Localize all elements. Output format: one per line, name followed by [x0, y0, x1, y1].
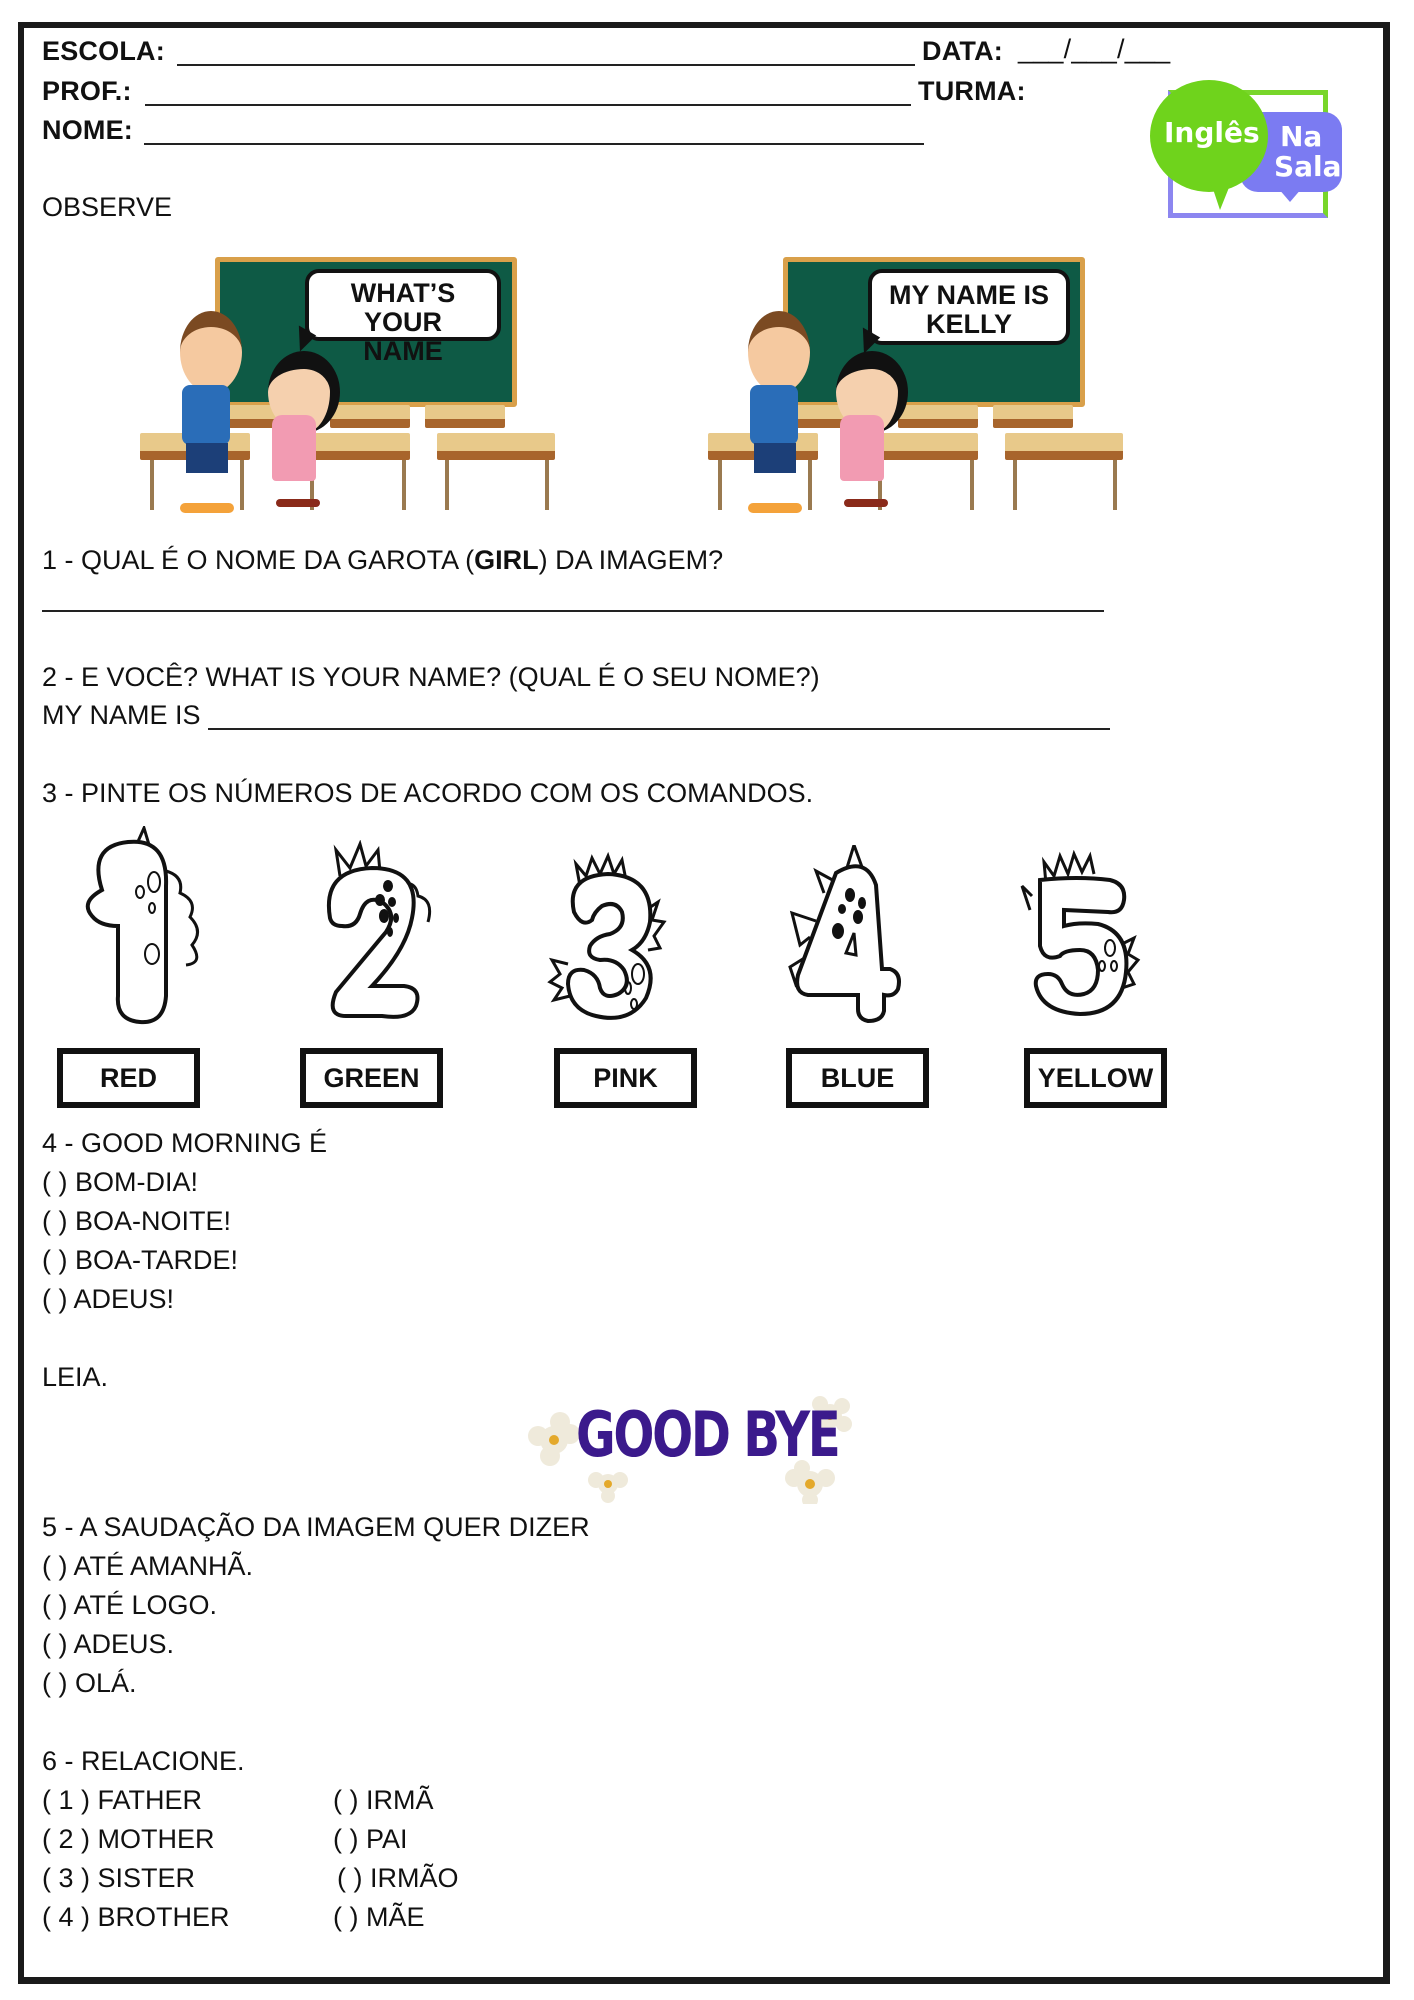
desk [300, 433, 410, 460]
boy-head [180, 311, 242, 393]
dino-number-1-icon [70, 826, 210, 1026]
question-5: 5 - A SAUDAÇÃO DA IMAGEM QUER DIZER [42, 1512, 590, 1542]
girl-dress [840, 415, 884, 481]
q6-right-2[interactable]: ( ) PAI [333, 1824, 408, 1854]
leia-label: LEIA. [42, 1362, 109, 1392]
bubble-text-line2: KELLY [925, 309, 1013, 339]
color-box-pink: PINK [554, 1048, 697, 1108]
question-6: 6 - RELACIONE. [42, 1746, 245, 1776]
speech-bubble [868, 269, 1070, 345]
desk-leg [545, 460, 549, 510]
desk [330, 405, 410, 428]
q1-suffix: ) DA IMAGEM? [538, 545, 724, 575]
goodbye-graphic [520, 1384, 860, 1504]
desk-leg [402, 460, 406, 510]
boy-shoes [180, 503, 234, 513]
q6-left-2: ( 2 ) MOTHER [42, 1824, 215, 1854]
boy-head [748, 311, 810, 393]
purple-bubble-tail [1278, 188, 1302, 202]
color-box-red: RED [57, 1048, 200, 1108]
dino-number-4-icon [786, 845, 926, 1025]
color-box-yellow: YELLOW [1024, 1048, 1167, 1108]
boy-shorts [754, 443, 796, 473]
boy-shorts [186, 443, 228, 473]
desk [1005, 433, 1123, 460]
logo-word-na: Na [1280, 120, 1323, 153]
q6-right-4[interactable]: ( ) MÃE [333, 1902, 425, 1932]
dino-number-5-icon [1018, 850, 1158, 1020]
classroom-scene-2 [708, 255, 1168, 525]
green-bubble-tail [1210, 180, 1232, 210]
desk-leg [970, 460, 974, 510]
turma-label: TURMA: [918, 76, 1026, 106]
data-field[interactable]: ___/___/___ [1018, 34, 1171, 64]
boy-shirt [750, 385, 798, 445]
prof-label: PROF.: [42, 76, 132, 106]
boy-shoes [748, 503, 802, 513]
q6-left-3: ( 3 ) SISTER [42, 1863, 196, 1893]
color-box-green: GREEN [300, 1048, 443, 1108]
question-1 [42, 545, 723, 576]
q5-option-4[interactable]: ( ) OLÁ. [42, 1668, 137, 1698]
desk-leg [718, 460, 722, 510]
desk-leg [1013, 460, 1017, 510]
q6-right-3[interactable]: ( ) IRMÃO [337, 1863, 459, 1893]
q6-left-4: ( 4 ) BROTHER [42, 1902, 230, 1932]
logo-word-sala: Sala [1274, 150, 1342, 183]
bubble-text-line1: WHAT’S YOUR [350, 278, 456, 337]
q5-option-1[interactable]: ( ) ATÉ AMANHÃ. [42, 1551, 254, 1581]
desk [898, 405, 978, 428]
desk-leg [1113, 460, 1117, 510]
desk-leg [808, 460, 812, 510]
desk [437, 433, 555, 460]
q1-prefix: 1 - QUAL É O NOME DA GAROTA ( [42, 545, 475, 575]
speech-bubble [305, 269, 501, 366]
q2-answer-line[interactable] [208, 728, 1110, 730]
classroom-scene-1 [140, 255, 600, 525]
nome-label: NOME: [42, 115, 133, 145]
desk [425, 405, 505, 428]
desk-leg [240, 460, 244, 510]
q4-option-4[interactable]: ( ) ADEUS! [42, 1284, 175, 1314]
desk-leg [445, 460, 449, 510]
escola-field[interactable] [177, 64, 915, 66]
q1-bold-word: GIRL [474, 545, 539, 575]
logo-word-ingles: Inglês [1164, 116, 1260, 149]
girl-shoes [276, 499, 320, 507]
goodbye-text: GOOD BYE [576, 1398, 839, 1471]
q4-option-1[interactable]: ( ) BOM-DIA! [42, 1167, 198, 1197]
prof-field[interactable] [145, 104, 911, 106]
boy-shirt [182, 385, 230, 445]
q5-option-3[interactable]: ( ) ADEUS. [42, 1629, 175, 1659]
dino-number-2-icon [312, 840, 452, 1020]
question-3: 3 - PINTE OS NÚMEROS DE ACORDO COM OS COMANDOS. [42, 778, 814, 808]
ingles-na-sala-logo [1150, 80, 1350, 230]
color-box-blue: BLUE [786, 1048, 929, 1108]
data-label: DATA: [922, 36, 1003, 66]
q6-left-1: ( 1 ) FATHER [42, 1785, 203, 1815]
q1-answer-line[interactable] [42, 610, 1104, 612]
desk [868, 433, 978, 460]
q5-option-2[interactable]: ( ) ATÉ LOGO. [42, 1590, 218, 1620]
bubble-text-line2: NAME [363, 336, 443, 366]
q4-option-3[interactable]: ( ) BOA-TARDE! [42, 1245, 239, 1275]
girl-dress [272, 415, 316, 481]
q6-right-1[interactable]: ( ) IRMÃ [333, 1785, 434, 1815]
question-2: 2 - E VOCÊ? WHAT IS YOUR NAME? (QUAL É O SEU NOME?) [42, 662, 820, 692]
question-4: 4 - GOOD MORNING É [42, 1128, 328, 1158]
bubble-text-line1: MY NAME IS [888, 280, 1050, 310]
observe-label: OBSERVE [42, 192, 173, 222]
escola-label: ESCOLA: [42, 36, 165, 66]
desk [993, 405, 1073, 428]
girl-shoes [844, 499, 888, 507]
nome-field[interactable] [144, 143, 924, 145]
q2-answer-prefix: MY NAME IS [42, 700, 201, 730]
q4-option-2[interactable]: ( ) BOA-NOITE! [42, 1206, 231, 1236]
desk-leg [150, 460, 154, 510]
dino-number-3-icon [546, 850, 686, 1020]
